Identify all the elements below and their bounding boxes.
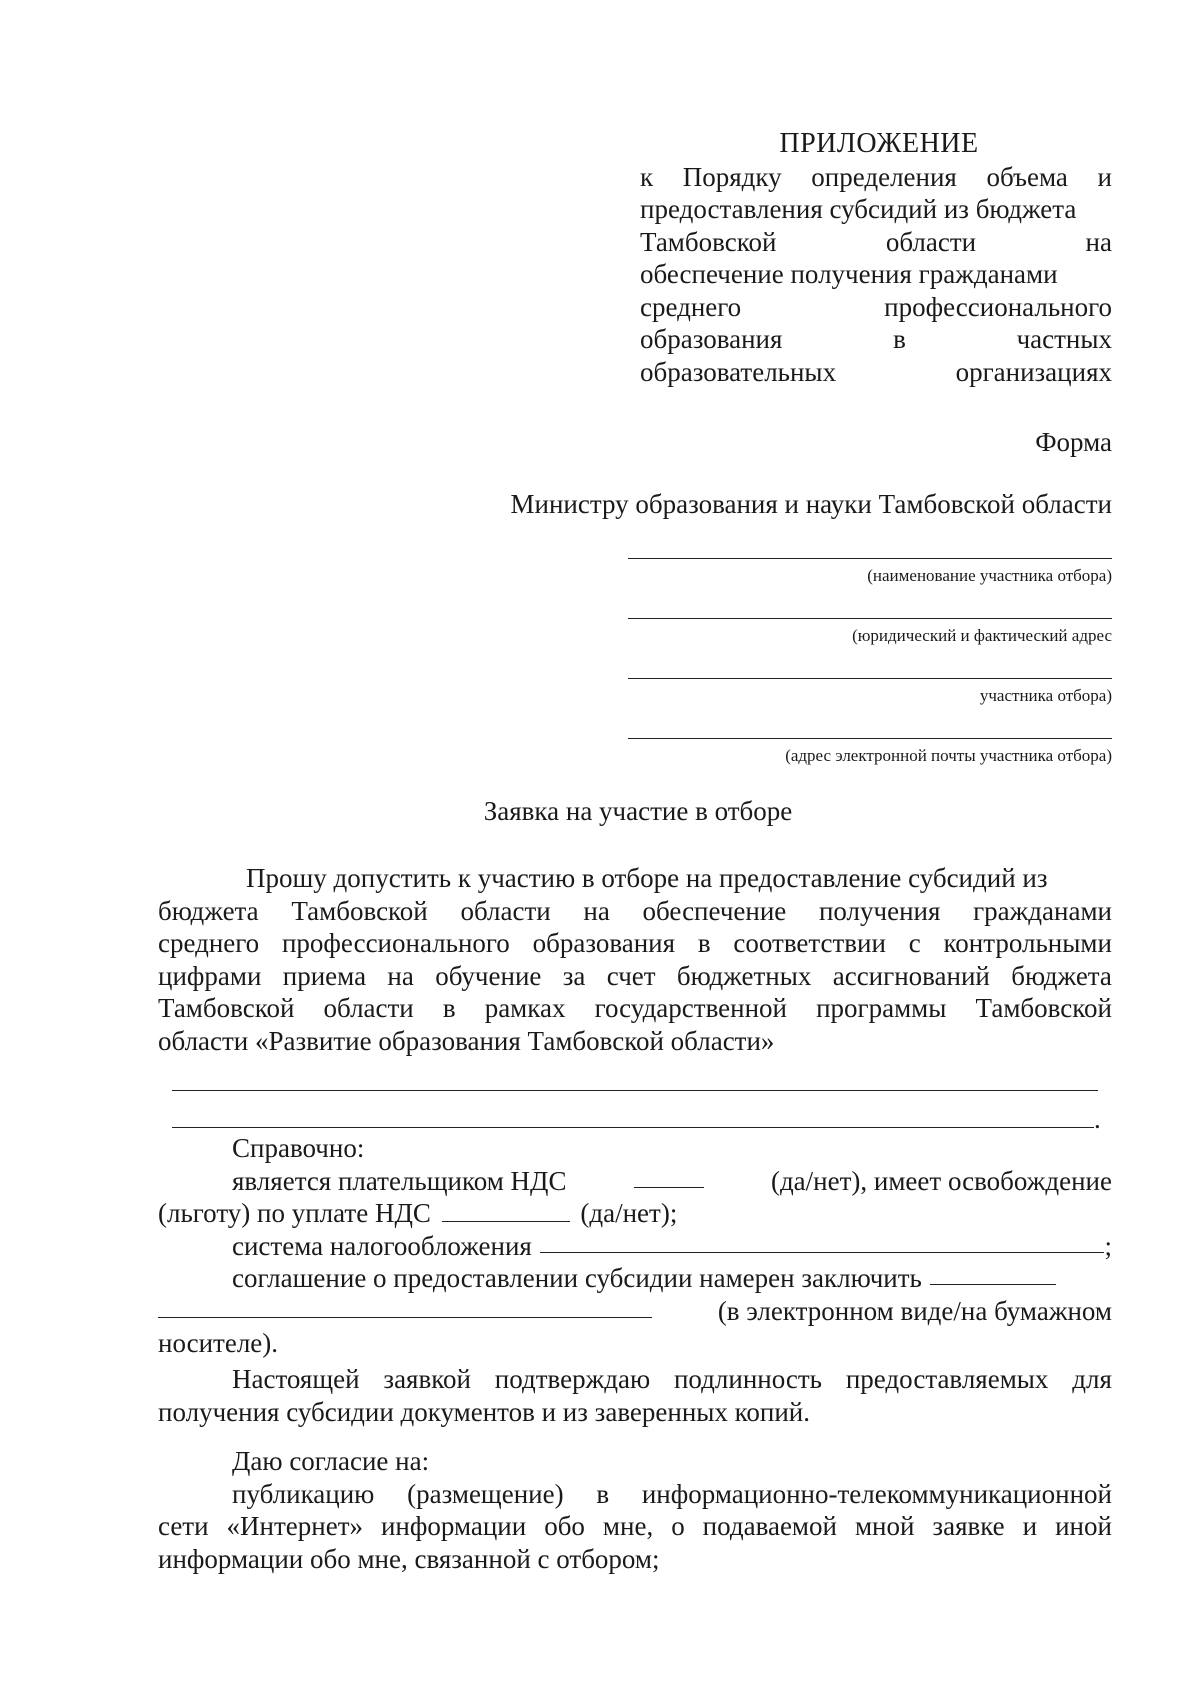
period-mark: . [1094, 1104, 1101, 1134]
confirmation-paragraph [158, 1363, 1112, 1428]
word: образования [532, 928, 676, 958]
word: программы [816, 993, 947, 1023]
word: обо [544, 1511, 585, 1541]
word: Настоящей [232, 1364, 360, 1394]
publication-lines-line [158, 1510, 1112, 1543]
word: и [1022, 1511, 1038, 1541]
request-lines-line [158, 895, 1112, 928]
word: обучение [435, 960, 542, 991]
word: среднего [640, 291, 742, 322]
word: с [908, 928, 921, 958]
word: ассигнований [832, 960, 990, 991]
word: (размещение) [407, 1478, 564, 1509]
vat-payer-options: (да/нет), имеет освобождение [770, 1165, 1112, 1196]
word: заявке [932, 1511, 1005, 1541]
word: информации [380, 1511, 527, 1541]
reference-heading: Справочно: [232, 1133, 365, 1163]
field-line-participant-name [628, 558, 1112, 559]
appendix-block [640, 128, 1112, 388]
word: на [1085, 226, 1112, 257]
appendix-text [640, 161, 1112, 389]
request-lines-line [158, 927, 1112, 960]
word: государственной [594, 993, 787, 1023]
word: подтверждаю [494, 1364, 651, 1394]
request-paragraph [158, 862, 1112, 1057]
word: «Интернет» [226, 1511, 363, 1541]
tax-system-blank [540, 1230, 1105, 1253]
word: информационно-телекоммуникационной [641, 1478, 1112, 1509]
agreement-blank-2 [158, 1295, 652, 1318]
agreement-form-line [158, 1295, 1112, 1328]
word: счет [606, 960, 656, 991]
word: предоставляемых [845, 1364, 1049, 1394]
field-caption-email: (адрес электронной почты участника отбора) [785, 746, 1112, 765]
request-lines-line [158, 960, 1112, 993]
word: заявкой [383, 1364, 471, 1394]
appendix-line [640, 323, 1112, 356]
word: Тамбовской [640, 226, 777, 257]
vat-payer-label: является плательщиком НДС [232, 1165, 567, 1196]
word: образования [640, 324, 783, 354]
word: определения [811, 161, 957, 192]
appendix-line [640, 193, 1112, 226]
blank-line-2 [172, 1127, 1094, 1128]
word: Тамбовской [158, 993, 295, 1023]
vat-benefit-options: (да/нет); [580, 1198, 678, 1228]
word: к [640, 161, 654, 192]
appendix-line [640, 226, 1112, 259]
word: в [697, 928, 711, 958]
appendix-line [640, 291, 1112, 324]
agreement-blank-1 [930, 1262, 1056, 1285]
word: обеспечение получения гражданами [640, 259, 1058, 289]
word: иной [1055, 1511, 1112, 1541]
word: на [387, 960, 414, 991]
request-lines-line [158, 1025, 1112, 1058]
word: контрольными [943, 928, 1112, 958]
vat-benefit-line [158, 1197, 1112, 1230]
word: мне, [602, 1511, 654, 1541]
request-lines-line [158, 992, 1112, 1025]
tax-system-line [158, 1230, 1112, 1263]
word: в [442, 993, 456, 1023]
word: соответствии [733, 928, 886, 958]
word: рамках [484, 993, 566, 1023]
word: гражданами [973, 895, 1112, 926]
word: получения [818, 895, 941, 926]
word: подлинность [673, 1364, 822, 1394]
word: бюджета [1011, 960, 1112, 991]
word: Прошу допустить к участию в отборе на предоставление субсидий из [246, 863, 1048, 893]
field-caption-address: (юридический и фактический адрес [852, 626, 1112, 645]
word: бюджетных [676, 960, 812, 991]
word: информации обо мне, связанной с отбором; [158, 1543, 660, 1574]
appendix-line [640, 258, 1112, 291]
vat-payer-blank [634, 1165, 704, 1188]
word: профессионального [281, 928, 510, 958]
vat-payer-line [158, 1165, 1112, 1198]
tax-system-label: система налогообложения [232, 1230, 532, 1261]
field-line-address-cont [628, 678, 1112, 679]
word: подаваемой [702, 1511, 837, 1541]
word: области [460, 895, 551, 926]
appendix-line [640, 161, 1112, 194]
agreement-label: соглашение о предоставлении субсидии намерен заключить [232, 1263, 922, 1293]
consent-heading: Даю согласие на: [232, 1446, 430, 1476]
vat-benefit-blank [442, 1199, 570, 1222]
word: Тамбовской [975, 993, 1112, 1023]
form-label: Форма [1035, 427, 1112, 457]
consent-section [158, 1445, 1112, 1575]
word: частных [1016, 324, 1112, 354]
appendix-title: ПРИЛОЖЕНИЕ [779, 128, 979, 159]
tax-system-semicolon: ; [1104, 1230, 1112, 1261]
agreement-line [158, 1262, 1112, 1295]
reference-section [158, 1132, 1112, 1360]
field-caption-address-cont: участника отбора) [979, 686, 1112, 705]
blank-line-1 [172, 1090, 1098, 1091]
confirm-lines-line [158, 1363, 1112, 1396]
appendix-line [640, 356, 1112, 389]
word: объема [986, 161, 1068, 192]
word: сети [158, 1511, 209, 1541]
word: области [885, 226, 977, 257]
word: обеспечение [642, 895, 787, 926]
word: организациях [955, 356, 1112, 387]
field-line-email [628, 738, 1112, 739]
word: среднего [158, 928, 260, 958]
addressee: Министру образования и науки Тамбовской области [510, 489, 1112, 519]
word: Порядку [682, 161, 782, 192]
word: для [1072, 1364, 1112, 1394]
word: в [893, 324, 906, 354]
word: профессионального [884, 291, 1112, 322]
word: цифрами [158, 960, 262, 991]
document-title: Заявка на участие в отборе [483, 796, 793, 826]
agreement-end: носителе). [158, 1328, 279, 1358]
publication-lines-line [158, 1478, 1112, 1511]
publication-lines-line [158, 1543, 1112, 1576]
word: получения субсидии документов и из заверенных копий. [158, 1396, 811, 1427]
word: образовательных [640, 356, 837, 387]
confirm-lines-line [158, 1396, 1112, 1429]
word: предоставления субсидий из бюджета [640, 194, 1077, 224]
word: области «Развитие образования Тамбовской области» [158, 1025, 775, 1056]
field-caption-participant-name: (наименование участника отбора) [867, 566, 1112, 585]
field-line-address [628, 618, 1112, 619]
word: в [596, 1478, 610, 1509]
word: области [323, 993, 414, 1023]
word: и [1097, 161, 1112, 192]
word: приема [282, 960, 367, 991]
word: бюджета [158, 895, 259, 926]
word: на [583, 895, 610, 926]
word: мной [854, 1511, 915, 1541]
request-lines-line [158, 862, 1112, 895]
agreement-form-options: (в электронном виде/на бумажном [717, 1295, 1112, 1326]
vat-benefit-label: (льготу) по уплате НДС [158, 1198, 431, 1228]
word: о [671, 1511, 685, 1541]
word: Тамбовской [291, 895, 428, 926]
word: публикацию [232, 1478, 375, 1509]
word: за [562, 960, 586, 991]
